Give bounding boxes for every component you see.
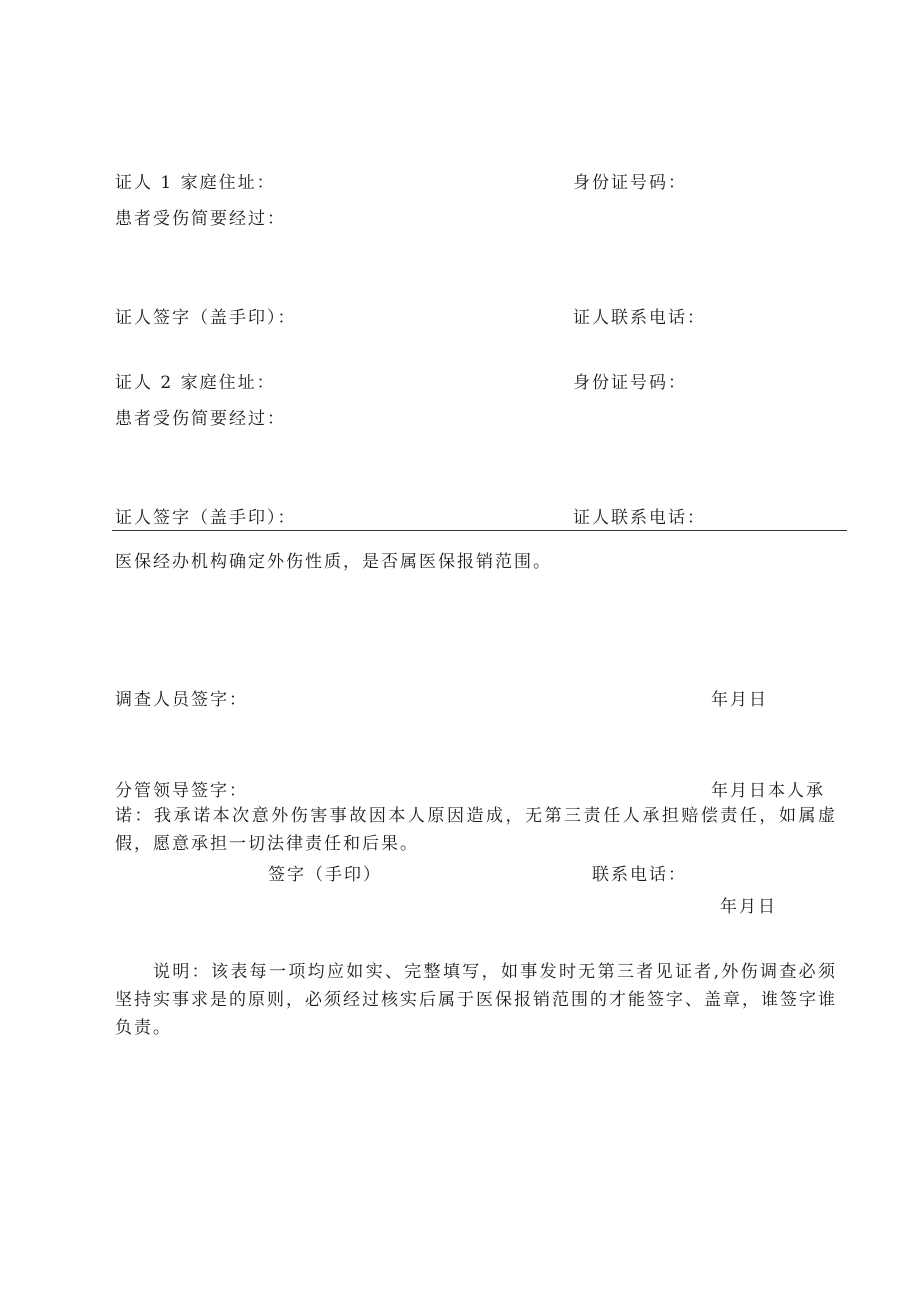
witness2-id-label: 身份证号码： xyxy=(573,373,687,393)
note-text: 说明：该表每一项均应如实、完整填写，如事发时无第三者见证者,外伤调查必须坚持实事求是的原则，必须经过核实后属于医保报销范围的才能签字、盖章，谁签字谁负责。 xyxy=(115,962,837,1038)
witness1-phone-label: 证人联系电话： xyxy=(573,308,706,328)
commitment-date-label: 年月日 xyxy=(720,897,777,917)
leader-sign-label: 分管领导签字： xyxy=(115,781,248,801)
agency-determination-text: 医保经办机构确定外伤性质，是否属医保报销范围。 xyxy=(115,552,552,572)
witness2-injury-label: 患者受伤简要经过： xyxy=(115,409,286,429)
section-divider xyxy=(112,530,847,531)
leader-date-label: 年月日本人承 xyxy=(711,781,825,801)
witness1-injury-label: 患者受伤简要经过： xyxy=(115,209,286,229)
witness1-address-label: 证人 1 家庭住址： xyxy=(115,173,276,193)
witness2-sign-label: 证人签字（盖手印）： xyxy=(115,508,297,528)
witness2-phone-label: 证人联系电话： xyxy=(573,508,706,528)
witness1-id-label: 身份证号码： xyxy=(573,173,687,193)
witness1-sign-label: 证人签字（盖手印）： xyxy=(115,308,297,328)
investigator-date-label: 年月日 xyxy=(711,690,768,710)
commitment-text: 诺：我承诺本次意外伤害事故因本人原因造成，无第三责任人承担赔偿责任，如属虚假，愿意承担一切法律责任和后果。 xyxy=(115,806,837,854)
investigator-sign-label: 调查人员签字： xyxy=(115,690,248,710)
commitment-phone-label: 联系电话： xyxy=(592,865,687,885)
commitment-sign-label: 签字（手印） xyxy=(268,865,382,885)
witness2-address-label: 证人 2 家庭住址： xyxy=(115,373,276,393)
